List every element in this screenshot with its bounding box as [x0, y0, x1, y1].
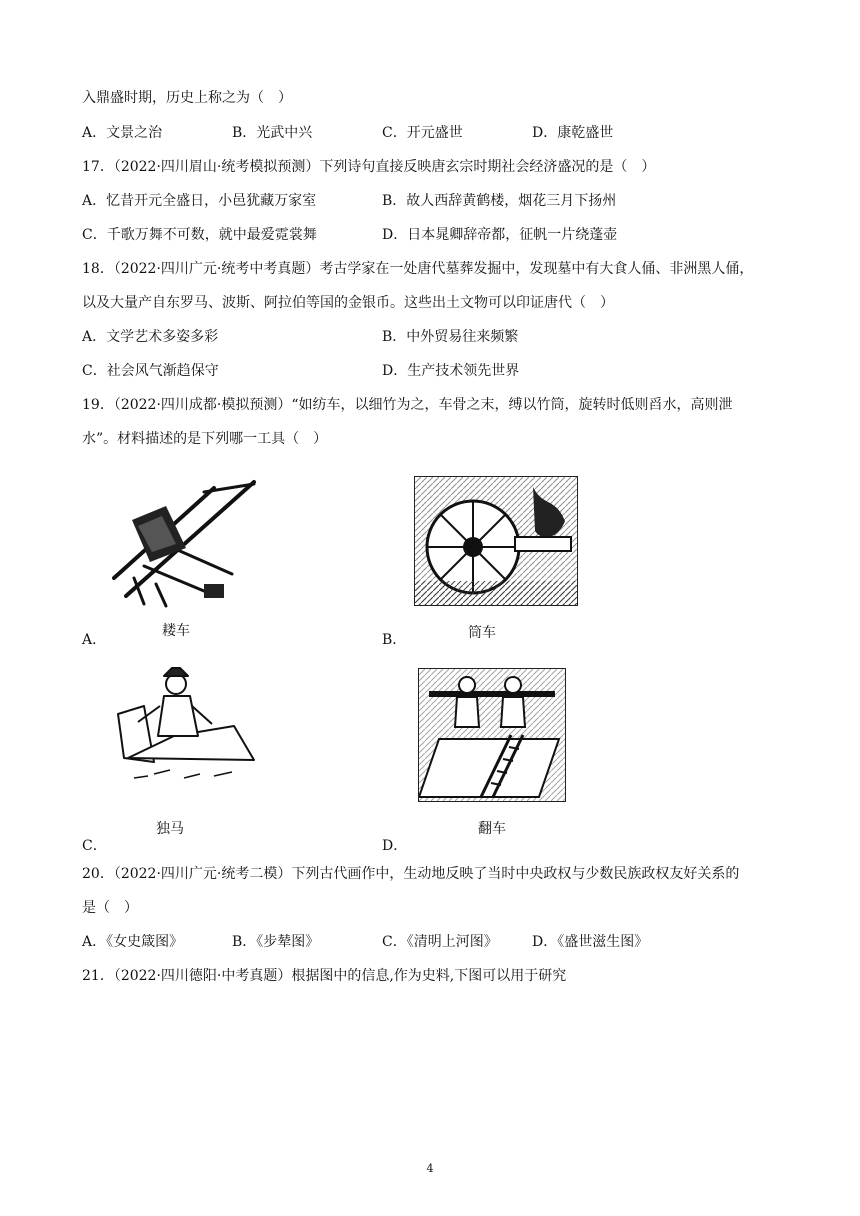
figure-b-letter: B． [382, 632, 407, 648]
figure-d-chain-pump [418, 668, 566, 802]
q20-option-d: D．《盛世滋生图》 [532, 934, 649, 950]
q20-stem-line2: 是（ ） [82, 900, 138, 916]
figure-a-letter: A． [82, 632, 107, 648]
figure-c-caption: 独马 [156, 821, 184, 837]
q17-option-d: D．日本晁卿辞帝都，征帆一片绕蓬壶 [382, 227, 618, 243]
figure-d-caption: 翻车 [478, 821, 506, 837]
q16-option-c: C．开元盛世 [382, 125, 463, 141]
figure-b-water-wheel [414, 476, 578, 606]
water-wheel-illustration [415, 477, 577, 605]
q18-stem-line2: 以及大量产自东罗马、波斯、阿拉伯等国的金银币。这些出土文物可以印证唐代（ ） [82, 295, 614, 311]
figure-c-letter: C． [82, 838, 107, 854]
q18-stem-line1: 18．（2022·四川广元·统考中考真题）考古学家在一处唐代墓葬发掘中，发现墓中有大食人俑、非洲黑人俑， [82, 261, 754, 277]
q16-option-a: A．文景之治 [82, 125, 163, 141]
figure-d-letter: D． [382, 838, 408, 854]
figure-b-caption: 筒车 [468, 625, 496, 641]
figure-a-seed-drill [104, 478, 256, 608]
q17-option-b: B．故人西辞黄鹤楼，烟花三月下扬州 [382, 193, 617, 209]
chain-pump-illustration [419, 669, 565, 801]
q16-option-d: D．康乾盛世 [532, 125, 614, 141]
seed-drill-illustration [104, 478, 256, 608]
q18-option-d: D．生产技术领先世界 [382, 363, 520, 379]
q19-stem-line2: 水”。材料描述的是下列哪一工具（ ） [82, 431, 328, 447]
boat-rider-illustration [114, 666, 260, 788]
q20-option-a: A．《女史箴图》 [82, 934, 184, 950]
q18-option-b: B．中外贸易往来频繁 [382, 329, 519, 345]
q16-stem-tail: 入鼎盛时期，历史上称之为（ ） [82, 90, 292, 106]
figure-a-caption: 耧车 [162, 623, 190, 639]
q17-option-a: A．忆昔开元全盛日，小邑犹藏万家室 [82, 193, 317, 209]
q18-option-a: A．文学艺术多姿多彩 [82, 329, 219, 345]
figure-c-single-boat [114, 666, 260, 788]
q20-option-c: C．《清明上河图》 [382, 934, 498, 950]
q18-option-c: C．社会风气渐趋保守 [82, 363, 219, 379]
page-number: 4 [426, 1162, 434, 1175]
q16-option-b: B．光武中兴 [232, 125, 313, 141]
q20-stem-line1: 20．（2022·四川广元·统考二模）下列古代画作中，生动地反映了当时中央政权与少数民族政权友好关系的 [82, 866, 740, 882]
q17-stem: 17．（2022·四川眉山·统考模拟预测）下列诗句直接反映唐玄宗时期社会经济盛况的是（ ） [82, 159, 656, 175]
q21-stem: 21．（2022·四川德阳·中考真题）根据图中的信息,作为史料,下图可以用于研究 [82, 968, 567, 984]
q19-stem-line1: 19．（2022·四川成都·模拟预测）“如纺车，以细竹为之，车骨之末，缚以竹筒，旋转时低则舀水，高则泄 [82, 397, 733, 413]
q20-option-b: B．《步辇图》 [232, 934, 320, 950]
q17-option-c: C．千歌万舞不可数，就中最爱霓裳舞 [82, 227, 317, 243]
